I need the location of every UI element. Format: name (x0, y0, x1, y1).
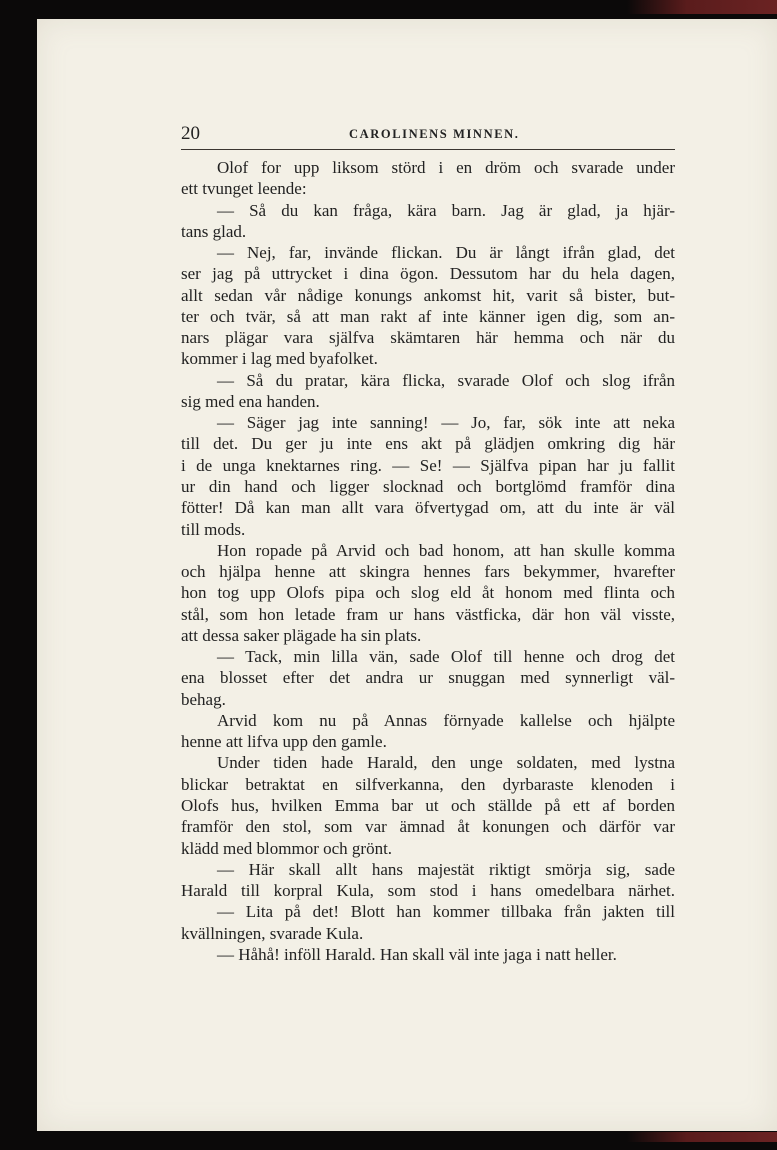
page-header (181, 123, 675, 150)
text-line: — Här skall allt hans majestät riktigt smörja sig, sade (217, 859, 675, 879)
text-line: — Nej, far, invände flickan. Du är långt ifrån glad, det (217, 243, 675, 263)
text-line: — Tack, min lilla vän, sade Olof till henne och drog det (217, 647, 675, 667)
text-line: — Håhå! inföll Harald. Han skall väl inte jaga i natt heller. (217, 944, 617, 964)
running-title: CAROLINENS MINNEN. (349, 127, 520, 141)
text-line: ter och tvär, så att man rakt af inte känner igen dig, som an- (181, 306, 675, 326)
text-line: Hon ropade på Arvid och bad honom, att han skulle komma (217, 540, 675, 560)
text-line: Olof for upp liksom störd i en dröm och svarade under (217, 158, 675, 177)
text-line: och hjälpa henne att skingra hennes fars bekymmer, hvarefter (181, 562, 675, 582)
text-line: tans glad. (181, 221, 247, 241)
text-line: ena blosset efter det andra ur snuggan med synnerligt väl- (181, 668, 675, 688)
text-line: — Säger jag inte sanning! — Jo, far, sök inte att neka (217, 413, 675, 433)
text-line: allt sedan vår nådige konungs ankomst hit, varit så bister, but- (181, 285, 675, 305)
text-line: kvällningen, svarade Kula. (181, 923, 364, 943)
text-line: klädd med blommor och grönt. (181, 838, 393, 858)
text-line: till mods. (181, 519, 246, 539)
text-line: — Så du kan fråga, kära barn. Jag är glad, ja hjär- (217, 200, 675, 220)
text-line: Under tiden hade Harald, den unge soldaten, med lystna (217, 753, 675, 773)
book-edge-bottom (627, 1132, 777, 1142)
text-line: stål, som hon letade fram ur hans västficka, där hon väl visste, (181, 604, 675, 624)
text-line: Olofs hus, hvilken Emma bar ut och ställde på ett af borden (181, 795, 675, 815)
text-line: kommer i lag med byafolket. (181, 349, 378, 369)
text-line: — Lita på det! Blott han kommer tillbaka från jakten till (217, 902, 675, 922)
text-line: nars plägar vara själfva skämtaren här hemma och när du (181, 328, 675, 348)
text-line: hon tog upp Olofs pipa och slog eld åt honom med flinta och (181, 583, 675, 603)
text-line: i de unga knektarnes ring. — Se! — Själfva pipan har ju fallit (181, 455, 675, 475)
text-line: blickar betraktat en silfverkanna, den dyrbaraste klenoden i (181, 774, 675, 794)
page-number: 20 (181, 123, 200, 144)
text-line: ser jag på uttrycket i dina ögon. Dessutom har du hela dagen, (181, 264, 675, 284)
text-line: Harald till korpral Kula, som stod i hans omedelbara närhet. (181, 881, 675, 901)
body-text (181, 157, 675, 965)
text-line: behag. (181, 689, 226, 709)
text-line: ur din hand och ligger slocknad och bortglömd framför dina (181, 476, 675, 496)
text-line: att dessa saker plägade ha sin plats. (181, 625, 422, 645)
text-line: henne att lifva upp den gamle. (181, 732, 387, 752)
book-edge-top (627, 0, 777, 14)
text-line: — Så du pratar, kära flicka, svarade Olof och slog ifrån (217, 370, 675, 390)
book-page (37, 19, 777, 1131)
text-line: Arvid kom nu på Annas förnyade kallelse och hjälpte (217, 710, 675, 730)
text-line: sig med ena handen. (181, 391, 320, 411)
text-line: till det. Du ger ju inte ens akt på glädjen omkring dig här (181, 434, 675, 454)
text-line: ett tvunget leende: (181, 179, 307, 199)
text-line: framför den stol, som var ämnad åt konungen och därför var (181, 817, 675, 837)
text-line: fötter! Då kan man allt vara öfvertygad om, att du inte är väl (181, 498, 675, 518)
